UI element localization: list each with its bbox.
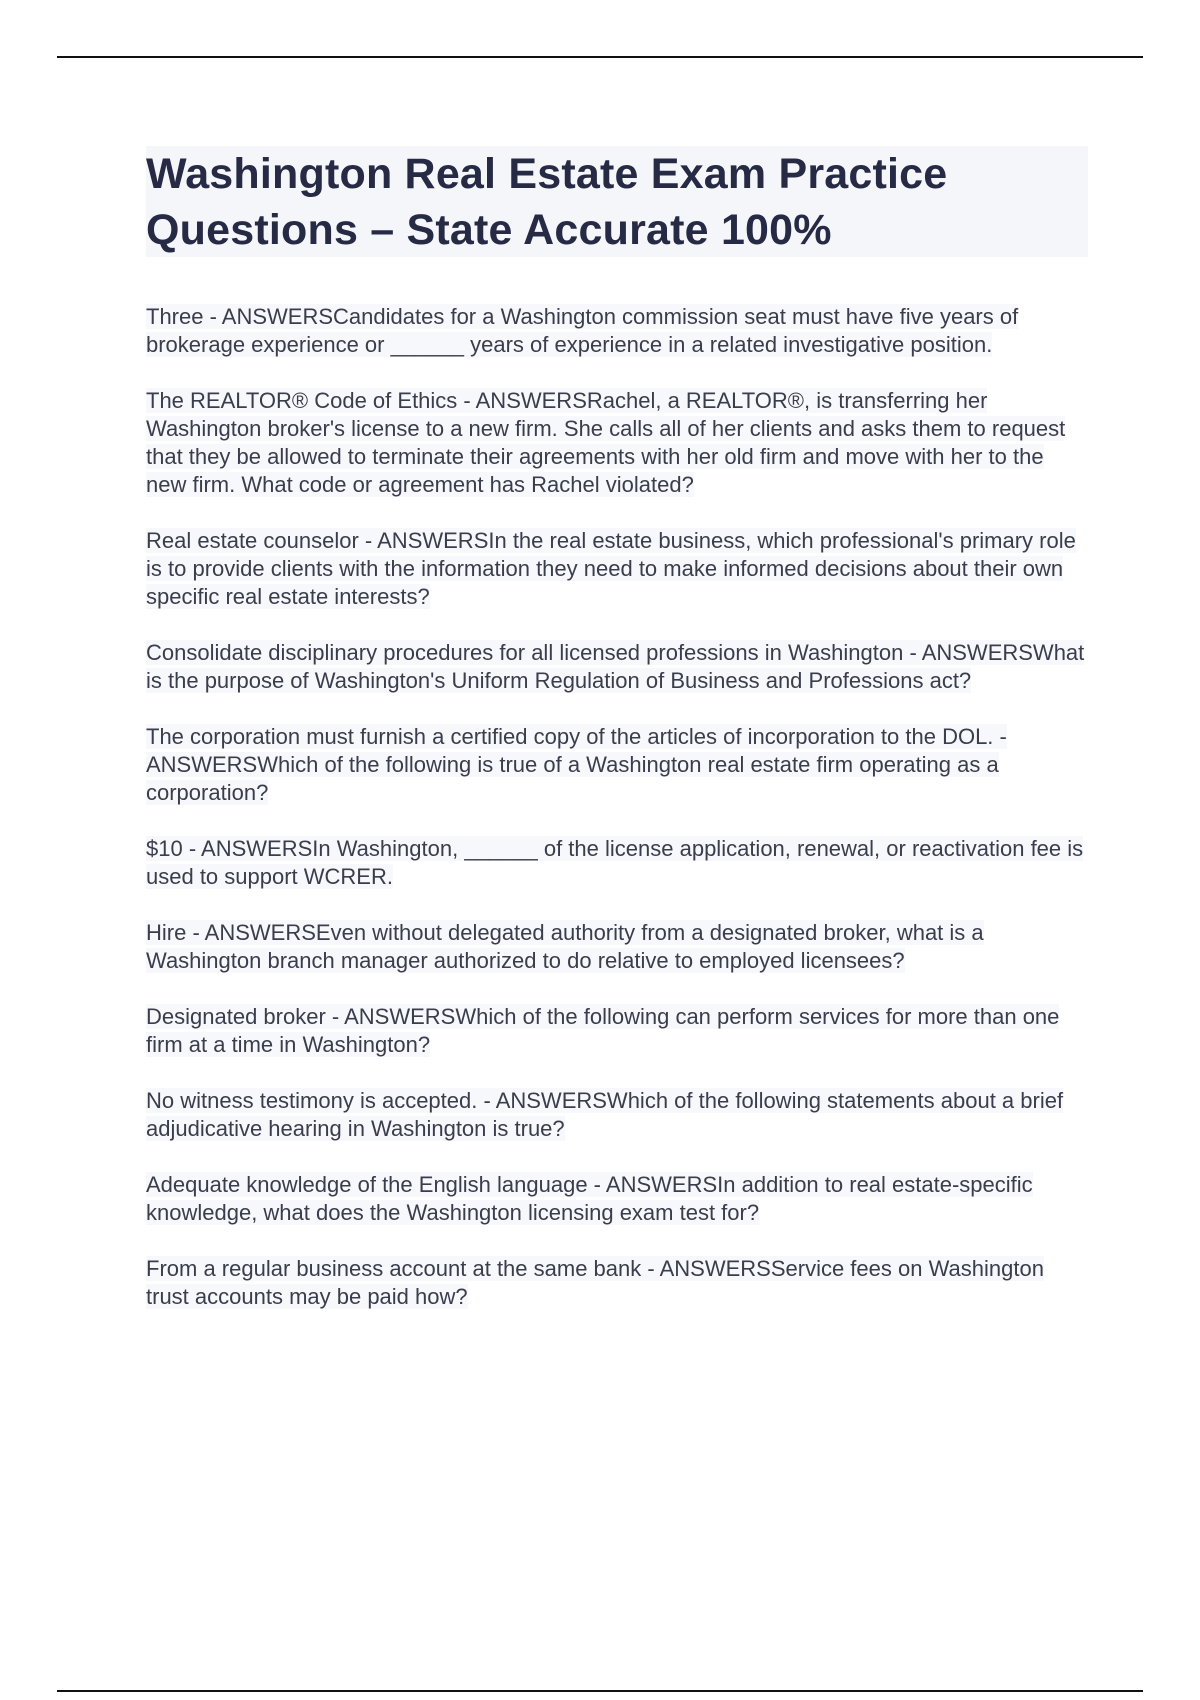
bottom-page-rule bbox=[57, 1690, 1143, 1692]
qa-text: Consolidate disciplinary procedures for all licensed professions in Washington - ANSWERSWhat is the purpose of Washington's Uniform Regulation of Business and Professions act? bbox=[146, 640, 1085, 693]
qa-item bbox=[146, 1003, 1088, 1059]
qa-text: No witness testimony is accepted. - ANSWERSWhich of the following statements about a brief adjudicative hearing in Washington is true? bbox=[146, 1088, 1064, 1141]
qa-text: Three - ANSWERSCandidates for a Washington commission seat must have five years of brokerage experience or ______ years of experience in a related investigative position. bbox=[146, 304, 1019, 357]
title-block bbox=[146, 146, 1088, 257]
qa-text: Real estate counselor - ANSWERSIn the real estate business, which professional's primary role is to provide clients with the information they need to make informed decisions about their own specific real estate interests? bbox=[146, 528, 1076, 609]
qa-text: Designated broker - ANSWERSWhich of the following can perform services for more than one firm at a time in Washington? bbox=[146, 1004, 1060, 1057]
qa-text: From a regular business account at the same bank - ANSWERSService fees on Washington trust accounts may be paid how? bbox=[146, 1256, 1044, 1309]
qa-text: $10 - ANSWERSIn Washington, ______ of the license application, renewal, or reactivation fee is used to support WCRER. bbox=[146, 836, 1084, 889]
document-content bbox=[146, 146, 1088, 1339]
qa-list bbox=[146, 303, 1088, 1311]
qa-item bbox=[146, 303, 1088, 359]
qa-text: The corporation must furnish a certified copy of the articles of incorporation to the DOL. - ANSWERSWhich of the following is true of a Washington real estate firm operating as a corporation? bbox=[146, 724, 1007, 805]
qa-item bbox=[146, 919, 1088, 975]
qa-item bbox=[146, 639, 1088, 695]
qa-item bbox=[146, 527, 1088, 611]
qa-item bbox=[146, 723, 1088, 807]
qa-text: The REALTOR® Code of Ethics - ANSWERSRachel, a REALTOR®, is transferring her Washington broker's license to a new firm. She calls all of her clients and asks them to request that they be allowed to terminate their agreements with her old firm and move with her to the new firm. What code or agreement has Rachel violated? bbox=[146, 388, 1066, 497]
qa-text: Adequate knowledge of the English language - ANSWERSIn addition to real estate-specific knowledge, what does the Washington licensing exam test for? bbox=[146, 1172, 1033, 1225]
qa-item bbox=[146, 1171, 1088, 1227]
qa-text: Hire - ANSWERSEven without delegated authority from a designated broker, what is a Washington branch manager authorized to do relative to employed licensees? bbox=[146, 920, 984, 973]
qa-item bbox=[146, 1087, 1088, 1143]
top-page-rule bbox=[57, 56, 1143, 58]
qa-item bbox=[146, 1255, 1088, 1311]
qa-item bbox=[146, 835, 1088, 891]
qa-item bbox=[146, 387, 1088, 499]
document-title: Washington Real Estate Exam Practice Questions – State Accurate 100% bbox=[146, 150, 948, 254]
